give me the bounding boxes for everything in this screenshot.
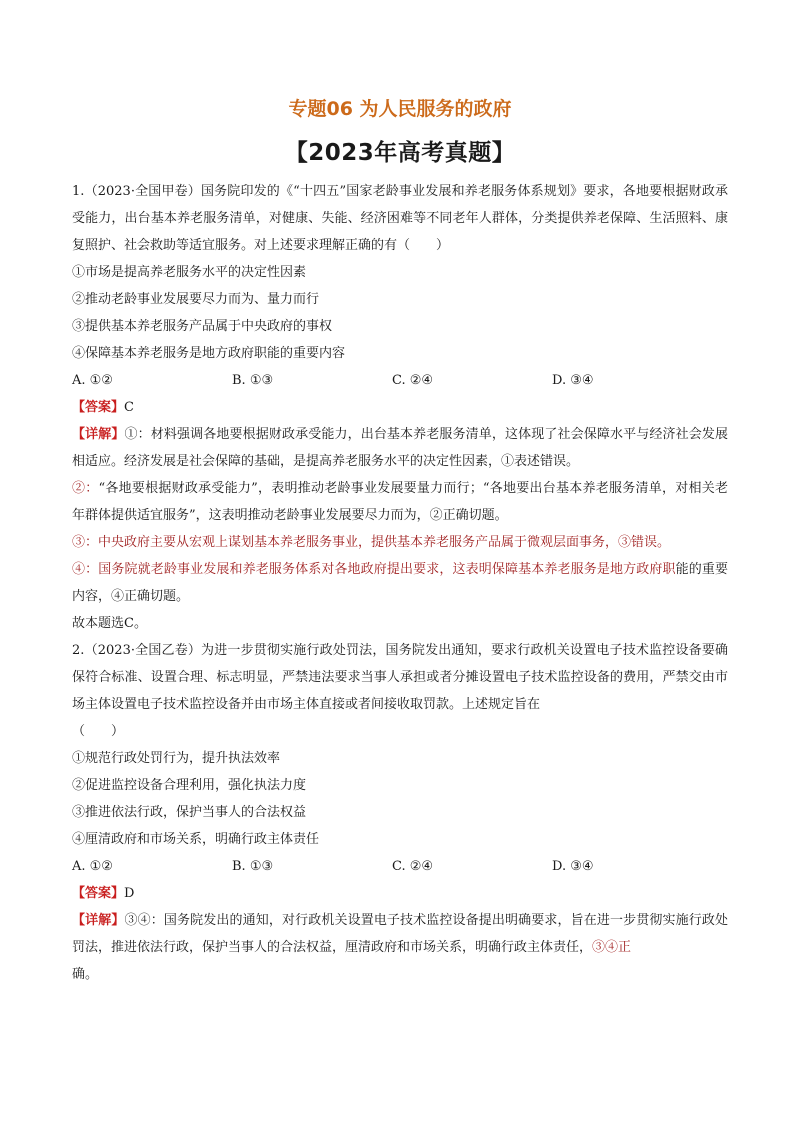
q1-detail-4 <box>72 556 728 610</box>
q2-option-b: B. ①③ <box>232 859 274 874</box>
q2-item-2: ②促进监控设备合理利用，强化执法力度 <box>72 778 307 793</box>
q1-detail-2-text: “各地要根据财政承受能力”，表明推动老龄事业发展要量力而行；“各地要出台基本养老服务清单，对相关老年群体提供适宜服务”，这表明推动老龄事业发展要尽力而为，②正确切题。 <box>72 481 728 523</box>
q1-item-3: ③提供基本养老服务产品属于中央政府的事权 <box>72 319 333 334</box>
q1-detail-2 <box>72 475 728 529</box>
q2-item-4: ④厘清政府和市场关系，明确行政主体责任 <box>72 832 320 847</box>
question-2-stem: 2.（2023·全国乙卷）为进一步贯彻实施行政处罚法，国务院发出通知，要求行政机关设置电子技术监控设备要确保符合标准、设置合理、标志明显，严禁违法要求当事人承担或者分摊设置电子技术监控设备的费用，严禁交由市场主体设置电子技术监控设备并由市场主体直接或者间接收取罚款。上述规定旨在 <box>72 643 728 712</box>
q2-item-3: ③推进依法行政，保护当事人的合法权益 <box>72 805 307 820</box>
q2-option-a: A. ①② <box>72 859 113 874</box>
detail-tag: 【详解】 <box>72 427 125 442</box>
q2-detail-2: 确。 <box>72 967 99 982</box>
q2-options <box>72 853 728 880</box>
q2-answer <box>72 880 728 907</box>
section-title: 【2023年高考真题】 <box>284 140 516 166</box>
q1-answer <box>72 394 728 421</box>
answer-tag: 【答案】 <box>72 400 125 415</box>
q1-detail-1 <box>72 421 728 475</box>
q1-answer-value: C <box>124 400 134 415</box>
q1-option-d: D. ③④ <box>552 373 594 388</box>
answer-tag: 【答案】 <box>72 886 125 901</box>
q1-detail-4-red-text: ④：国务院就老龄事业发展和养老服务体系对各地政府提出要求，这表明保障基本养老服务是地方政府职 <box>72 562 676 577</box>
q1-item-1: ①市场是提高养老服务水平的决定性因素 <box>72 265 307 280</box>
q1-option-b: B. ①③ <box>232 373 274 388</box>
q2-paren: （ ） <box>72 724 125 739</box>
q1-detail-1-text: ①：材料强调各地要根据财政承受能力，出台基本养老服务清单，这体现了社会保障水平与经济社会发展相适应。经济发展是社会保障的基础，是提高养老服务水平的决定性因素，①表述错误。 <box>72 427 728 469</box>
q1-conclusion: 故本题选C。 <box>72 616 147 631</box>
q1-option-c: C. ②④ <box>392 373 434 388</box>
q2-detail-1 <box>72 907 728 961</box>
q2-option-d: D. ③④ <box>552 859 594 874</box>
document-content <box>72 178 728 988</box>
q1-detail-3: ③：中央政府主要从宏观上谋划基本养老服务事业，提供基本养老服务产品属于微观层面事务，③错误。 <box>72 535 671 550</box>
q1-detail-2-marker: ②： <box>72 481 99 496</box>
q2-answer-value: D <box>124 886 135 901</box>
q1-option-a: A. ①② <box>72 373 113 388</box>
q1-item-4: ④保障基本养老服务是地方政府职能的重要内容 <box>72 346 346 361</box>
q2-item-1: ①规范行政处罚行为，提升执法效率 <box>72 751 281 766</box>
q1-item-2: ②推动老龄事业发展要尽力而为、量力而行 <box>72 292 320 307</box>
q1-detail-4-text: 能的重要内容，④正确切题。 <box>72 562 728 604</box>
topic-title: 专题06 为人民服务的政府 <box>288 98 512 120</box>
detail-tag: 【详解】 <box>72 913 125 928</box>
question-1-stem: 1.（2023·全国甲卷）国务院印发的《“十四五”国家老龄事业发展和养老服务体系规划》要求，各地要根据财政承受能力，出台基本养老服务清单，对健康、失能、经济困难等不同老年人群体，分类提供养老保障、生活照料、康复照护、社会救助等适宜服务。对上述要求理解正确的有（ ） <box>72 184 728 253</box>
document-page <box>72 92 728 988</box>
q2-option-c: C. ②④ <box>392 859 434 874</box>
q1-options <box>72 367 728 394</box>
q2-detail-1-red: ③④正 <box>592 940 632 955</box>
q2-detail-1-text: ③④：国务院发出的通知，对行政机关设置电子技术监控设备提出明确要求，旨在进一步贯彻实施行政处罚法，推进依法行政，保护当事人的合法权益，厘清政府和市场关系，明确行政主体责任， <box>72 913 728 955</box>
